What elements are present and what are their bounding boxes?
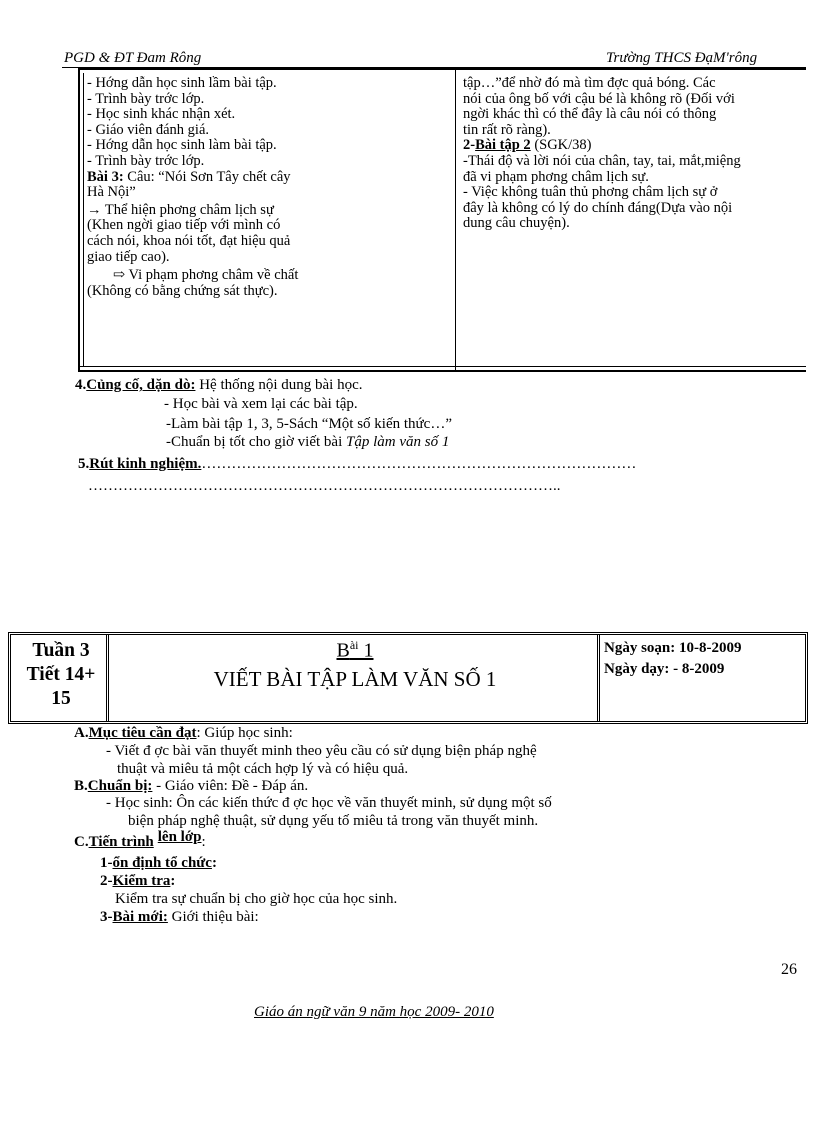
section-label: Chuẩn bị: [87, 778, 153, 794]
text-line: cách nói, khoa nói tốt, đạt hiệu quả [87, 232, 291, 249]
section-a-line: thuật và miêu tả một cách hợp lý và có hiệu quả. [117, 761, 409, 777]
text-line: đã vi phạm phơng châm lịch sự. [463, 168, 649, 185]
step-label: ổn định tổ chức [112, 855, 212, 871]
list-item: - Trình bày trớc lớp. [87, 90, 205, 107]
section-label: Mục tiêu cần đạt [88, 725, 197, 741]
bai3-line [87, 170, 449, 186]
section-num: A. [74, 725, 89, 741]
section-text: Hệ thống nội dung bài học. [195, 377, 363, 393]
section-c-heading [74, 829, 206, 851]
text-line: dung câu chuyện). [463, 215, 570, 232]
list-item: - Học sinh khác nhận xét. [87, 106, 236, 123]
dotted-line: ………………………………………………………………………………….. [88, 478, 561, 494]
step-3: 3-Bài mới: Giới thiệu bài: [100, 909, 259, 925]
table-border [80, 366, 806, 367]
section-num: C. [74, 834, 89, 850]
section-4-line [166, 434, 449, 451]
list-item: - Hớng dẫn học sinh lầm bài tập. [87, 76, 277, 91]
dotted-line: …………………………………………………………………………… [201, 456, 637, 472]
activity-table [78, 68, 806, 372]
prep-date: Ngày soạn: 10-8-2009 [604, 640, 742, 656]
result-text: Vi phạm phơng châm về chất [125, 267, 299, 284]
section-num: 5. [78, 456, 90, 472]
arrow-right-icon: → [87, 201, 102, 218]
exercise-2-label: Bài tập 2 [475, 137, 531, 154]
list-item: - Trình bày trớc lớp. [87, 152, 205, 169]
section-5-heading [78, 456, 636, 473]
step-label: Bài mới: [112, 909, 168, 925]
list-item: - Giáo viên đánh giá. [87, 121, 210, 138]
bai3-label: Bài 3: [87, 168, 124, 185]
step-1: 1-ổn định tổ chức: [100, 855, 217, 871]
section-text: : [201, 834, 206, 850]
column-divider [455, 70, 456, 370]
text-line: tin rất rõ ràng). [463, 121, 551, 138]
header-right: Trường THCS ĐạM'rông [606, 50, 758, 66]
section-4-line: - Học bài và xem lại các bài tập. [164, 396, 358, 412]
section-a-line: - Viết đ ợc bài văn thuyết minh theo yêu cầu có sử dụng biện pháp nghệ [106, 743, 537, 759]
section-b-heading [74, 778, 308, 795]
text-line: (Không có bằng chứng sát thực). [87, 282, 278, 299]
hollow-arrow-icon: ⇨ [113, 267, 126, 284]
section-label: Củng cố, dặn dò: [86, 377, 196, 393]
list-item: - Hớng dẫn học sinh làm bài tập. [87, 137, 277, 154]
footer-text: Giáo án ngữ văn 9 năm học 2009- 2010 [254, 1004, 494, 1020]
section-text: -Chuẩn bị tốt cho giờ viết bài [166, 434, 346, 450]
exercise-2-num: 2- [463, 137, 476, 154]
section-text: - Giáo viên: Đề - Đáp án. [152, 778, 309, 794]
section-4-line: -Làm bài tập 1, 3, 5-Sách “Một số kiến thức…” [166, 416, 452, 432]
section-label-raised: lên lớp [157, 829, 202, 845]
section-b-line: biện pháp nghệ thuật, sử dụng yếu tố miêu tả trong văn thuyết minh. [128, 813, 539, 829]
text-line: giao tiếp cao). [87, 248, 170, 265]
table-border [83, 73, 84, 367]
text-line: đây là không có lý do chính đáng(Dựa vào nội [463, 199, 733, 216]
teach-date: Ngày dạy: - 8-2009 [604, 661, 725, 677]
step-2-body: Kiểm tra sự chuẩn bị cho giờ học của học sinh. [115, 891, 398, 907]
section-label: Rút kinh nghiệm. [89, 456, 202, 472]
lesson-number: $B^{ài}$ 1 [336, 638, 374, 662]
section-4-heading [75, 377, 363, 394]
text-line: nói của ông bố với cậu bé là không rõ (Đối với [463, 90, 735, 107]
left-column [87, 76, 449, 299]
section-label: Tiến trình [88, 834, 154, 850]
section-italic: Tập làm văn số 1 [346, 434, 450, 450]
week-cell [11, 639, 111, 711]
text-line: (Khen ngời giao tiếp với mình có [87, 217, 281, 234]
page-number: 26 [781, 961, 797, 978]
section-a-heading [74, 725, 293, 742]
result-text: Thể hiện phơng châm lịch sự [101, 201, 274, 218]
right-column [463, 76, 808, 232]
exercise-2-heading [463, 138, 808, 154]
period-label-2: 15 [51, 688, 71, 709]
section-b-line: - Học sinh: Ôn các kiến thức đ ợc học về văn thuyết minh, sử dụng một số [106, 795, 552, 811]
bai3-line-2: Hà Nội” [87, 184, 136, 201]
week-label: Tuần 3 [32, 640, 90, 661]
exercise-2-ref: (SGK/38) [530, 137, 592, 154]
text-line: ngời khác thì có thể đây là câu nói có thông [463, 106, 717, 123]
step-2: 2-Kiểm tra: [100, 873, 176, 889]
text-line: - Việc không tuân thủ phơng châm lịch sự ở [463, 184, 718, 201]
period-label: Tiết 14+ [26, 664, 96, 685]
step-label: Kiểm tra [112, 873, 171, 889]
text-line: tập…”để nhờ đó mà tìm đợc quả bóng. Các [463, 76, 716, 91]
text-line: -Thái độ và lời nói của chân, tay, tai, mắt,miệng [463, 152, 741, 169]
result-line [87, 203, 449, 219]
section-num: B. [74, 778, 88, 794]
header-left: PGD & ĐT Đam Rông [64, 50, 202, 66]
section-num: 4. [75, 377, 87, 393]
lesson-title: VIẾT BÀI TẬP LÀM VĂN SỐ 1 [213, 667, 497, 691]
lesson-header-table [8, 632, 808, 724]
bai3-text: Câu: “Nói Sơn Tây chết cây [123, 168, 291, 185]
section-text: : Giúp học sinh: [196, 725, 293, 741]
result-line-2 [87, 268, 449, 284]
